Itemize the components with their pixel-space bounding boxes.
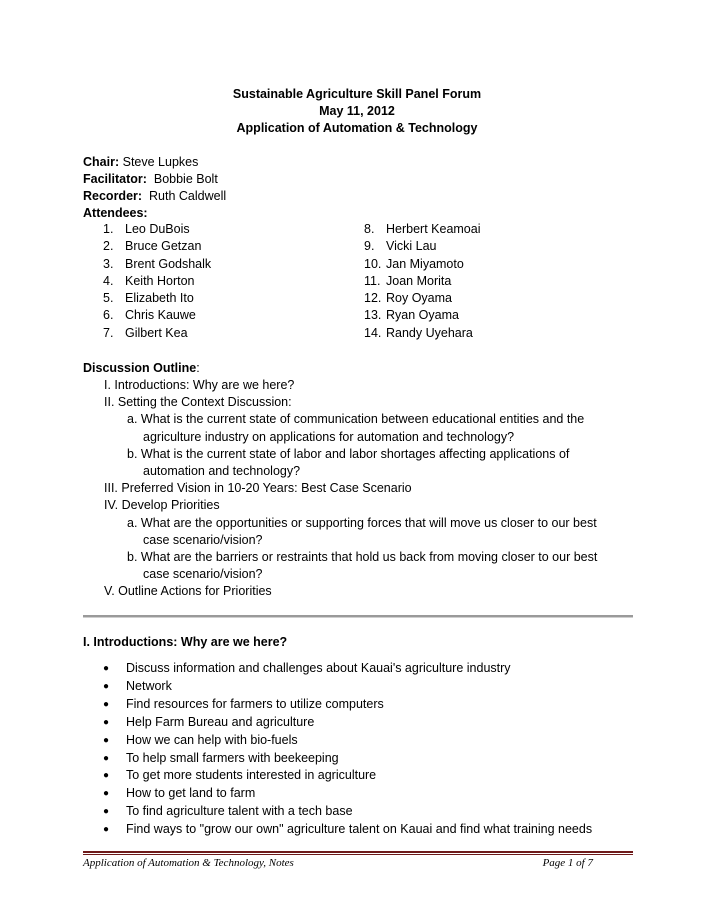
attendee-number: 2. [103, 239, 114, 254]
bullet-icon: ● [103, 680, 110, 692]
bullet-icon: ● [103, 788, 110, 800]
attendee-name: Ryan Oyama [386, 308, 459, 323]
list-item-text: Find ways to "grow our own" agriculture talent on Kauai and find what training needs [126, 822, 593, 837]
page-footer [83, 857, 593, 870]
attendee-name: Brent Godshalk [125, 256, 212, 271]
section-divider [83, 615, 633, 618]
attendee-item [103, 290, 211, 307]
bullet-icon: ● [103, 752, 110, 764]
facilitator-line [83, 171, 226, 188]
forum-date: May 11, 2012 [319, 104, 395, 118]
attendee-item [103, 325, 211, 342]
attendee-item [103, 273, 211, 290]
outline-subitem: a. What is the current state of communication between educational entities and the [127, 412, 585, 427]
attendees-line [83, 205, 226, 222]
recorder-value: Ruth Caldwell [149, 189, 227, 203]
bullet-icon: ● [103, 663, 110, 674]
list-item [103, 714, 643, 732]
attendees-column-left [103, 221, 211, 342]
attendee-name: Roy Oyama [386, 291, 452, 306]
attendee-item [103, 238, 211, 255]
outline-item: I. Introductions: Why are we here? [104, 378, 295, 392]
attendees-column-right [364, 221, 481, 342]
chair-label: Chair: [83, 155, 120, 169]
bullet-icon: ● [103, 824, 110, 836]
attendee-item [103, 221, 211, 238]
attendee-number: 1. [103, 222, 114, 236]
list-item [103, 660, 643, 678]
list-item-text: Help Farm Bureau and agriculture [126, 714, 315, 729]
attendee-name: Jan Miyamoto [386, 256, 464, 271]
attendee-number: 14. [364, 325, 382, 340]
outline-item: III. Preferred Vision in 10-20 Years: Best Case Scenario [104, 481, 412, 496]
list-item [103, 785, 643, 803]
attendee-number: 5. [103, 291, 114, 306]
introductions-bullet-list [103, 660, 643, 839]
attendee-number: 11. [364, 273, 381, 288]
footer-page-number: Page 1 of 7 [542, 857, 593, 869]
discussion-outline-colon: : [196, 361, 200, 375]
outline-subitem-continued: case scenario/vision? [143, 567, 263, 582]
list-item-text: How we can help with bio-fuels [126, 732, 298, 747]
list-item [103, 767, 643, 785]
footer-rule-thin [83, 854, 633, 855]
attendee-name: Randy Uyehara [386, 325, 473, 340]
recorder-line [83, 188, 226, 205]
attendee-number: 10. [364, 256, 382, 271]
bullet-icon: ● [103, 716, 110, 728]
attendee-number: 7. [103, 325, 114, 340]
attendee-item [103, 307, 211, 324]
facilitator-value: Bobbie Bolt [153, 172, 218, 186]
attendee-name: Bruce Getzan [125, 239, 202, 254]
list-item [103, 696, 643, 714]
outline-item: II. Setting the Context Discussion: [104, 395, 292, 410]
outline-subitem: a. What are the opportunities or supporting forces that will move us closer to our best [127, 515, 597, 530]
attendee-name: Joan Morita [386, 273, 452, 288]
attendee-name: Vicki Lau [386, 239, 437, 254]
attendee-number: 12. [364, 291, 382, 306]
list-item [103, 821, 643, 839]
bullet-icon: ● [103, 734, 110, 746]
outline-subitem: b. What are the barriers or restraints that hold us back from moving closer to our best [127, 550, 598, 565]
attendee-item [364, 238, 481, 255]
attendee-item [103, 256, 211, 273]
discussion-outline [83, 377, 643, 601]
outline-item: IV. Develop Priorities [104, 498, 220, 513]
list-item-text: To get more students interested in agriculture [126, 768, 377, 783]
chair-line [83, 154, 226, 171]
outline-subitem-continued: agriculture industry on applications for automation and technology? [143, 429, 515, 444]
attendee-number: 8. [364, 222, 375, 236]
attendee-item [364, 256, 481, 273]
list-item-text: To help small farmers with beekeeping [126, 750, 339, 765]
forum-title: Sustainable Agriculture Skill Panel Forum [232, 87, 482, 101]
meeting-roles [83, 154, 226, 222]
attendee-item [364, 307, 481, 324]
attendee-number: 4. [103, 273, 114, 288]
forum-topic: Application of Automation & Technology [236, 121, 478, 135]
list-item-text: Network [126, 678, 172, 693]
attendee-number: 3. [103, 256, 114, 271]
bullet-icon: ● [103, 770, 110, 782]
outline-item: V. Outline Actions for Priorities [104, 584, 272, 599]
discussion-outline-title: Discussion Outline [83, 361, 197, 375]
list-item-text: Discuss information and challenges about Kauai's agriculture industry [126, 661, 511, 675]
attendee-item [364, 325, 481, 342]
attendee-name: Keith Horton [125, 273, 195, 288]
attendee-name: Gilbert Kea [125, 325, 188, 340]
footer-rule-thick [83, 851, 633, 853]
facilitator-label: Facilitator: [83, 172, 147, 186]
list-item-text: Find resources for farmers to utilize computers [126, 696, 384, 711]
list-item [103, 678, 643, 696]
outline-subitem-continued: case scenario/vision? [143, 532, 263, 547]
list-item-text: To find agriculture talent with a tech base [126, 804, 353, 819]
section-heading: I. Introductions: Why are we here? [83, 635, 288, 649]
recorder-label: Recorder: [83, 189, 143, 203]
attendee-name: Leo DuBois [125, 222, 190, 236]
attendee-number: 6. [103, 308, 114, 323]
outline-subitem-continued: automation and technology? [143, 464, 301, 479]
attendee-number: 13. [364, 308, 382, 323]
attendee-item [364, 290, 481, 307]
bullet-icon: ● [103, 806, 110, 818]
footer-document-name: Application of Automation & Technology, Notes [83, 857, 294, 869]
attendees-label: Attendees: [83, 206, 148, 220]
list-item [103, 732, 643, 750]
attendee-item [364, 221, 481, 238]
list-item [103, 750, 643, 768]
attendee-number: 9. [364, 239, 375, 254]
document-header [0, 86, 714, 137]
attendee-name: Elizabeth Ito [125, 291, 194, 306]
outline-subitem: b. What is the current state of labor and labor shortages affecting applications of [127, 446, 570, 461]
attendee-name: Herbert Keamoai [386, 222, 481, 236]
list-item-text: How to get land to farm [126, 786, 256, 801]
discussion-outline-heading [83, 360, 200, 377]
bullet-icon: ● [103, 698, 110, 710]
attendee-name: Chris Kauwe [125, 308, 196, 323]
chair-value: Steve Lupkes [122, 155, 199, 169]
list-item [103, 803, 643, 821]
attendee-item [364, 273, 481, 290]
